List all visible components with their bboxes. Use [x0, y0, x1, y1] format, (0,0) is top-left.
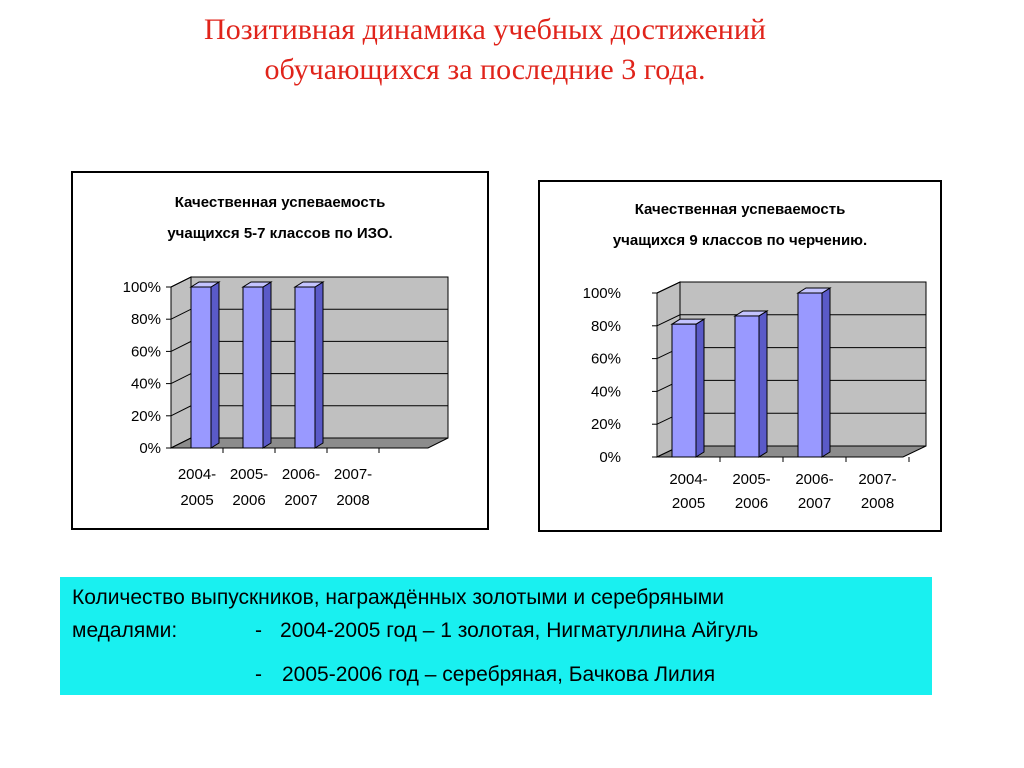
x-tick-label: 2007- [858, 471, 897, 488]
medals-info-box [60, 577, 932, 695]
y-tick-label: 0% [139, 440, 161, 457]
y-tick-label: 20% [590, 416, 621, 434]
bar-front [798, 293, 822, 457]
bar-front [295, 287, 315, 448]
bar [243, 282, 271, 448]
y-tick-label: 60% [590, 350, 621, 368]
slide-title-line-2: обучающихся за последние 3 года. [264, 53, 706, 86]
slide-title-line-1: Позитивная динамика учебных достижений [204, 13, 766, 46]
chart-title-line-2: учащихся 9 классов по черчению. [612, 232, 868, 249]
bar [295, 282, 323, 448]
bar-side [822, 288, 830, 457]
bar [798, 288, 830, 457]
bar-front [191, 287, 211, 448]
medals-heading: Количество выпускников, награждённых золотыми и серебряными [72, 586, 724, 609]
medals-item-2-dash: - [255, 663, 262, 686]
x-tick-label: 2008 [336, 492, 370, 509]
x-tick-label: 2004- [177, 466, 217, 483]
bar-side [696, 319, 704, 457]
bar-front [243, 287, 263, 448]
y-tick-label: 60% [130, 343, 161, 361]
bar [191, 282, 219, 448]
bar-side [315, 282, 323, 448]
x-tick-label: 2006 [232, 492, 266, 509]
x-tick-label: 2008 [860, 495, 895, 512]
medals-item-2-text: 2005-2006 год – серебряная, Бачкова Лилия [282, 663, 716, 686]
x-tick-label: 2007 [284, 492, 318, 509]
chart-art-quality [71, 171, 489, 530]
chart-plot [540, 182, 940, 530]
bar-front [672, 324, 696, 457]
x-tick-label: 2005 [671, 495, 706, 512]
y-tick-label: 100% [582, 285, 621, 302]
x-tick-label: 2005- [229, 466, 269, 483]
medals-item-1-text: 2004-2005 год – 1 золотая, Нигматуллина Айгуль [280, 619, 759, 642]
slide-title [0, 10, 970, 90]
bar [672, 319, 704, 457]
bar-side [263, 282, 271, 448]
chart-drafting-quality [538, 180, 942, 532]
x-tick-label: 2006- [795, 471, 834, 488]
y-tick-label: 40% [590, 383, 621, 401]
x-tick-label: 2007- [333, 466, 373, 483]
plot-side-wall [171, 277, 191, 448]
x-tick-label: 2004- [669, 471, 708, 488]
medals-label: медалями: [72, 619, 178, 642]
y-tick-label: 80% [590, 317, 621, 335]
chart-title-line-1: Качественная успеваемость [174, 194, 386, 211]
y-tick-label: 0% [599, 449, 621, 466]
bar-side [759, 311, 767, 457]
bar-front [735, 316, 759, 457]
chart-title-line-1: Качественная успеваемость [634, 201, 846, 218]
bar-side [211, 282, 219, 448]
x-tick-label: 2007 [797, 495, 832, 512]
medals-item-1-dash: - [255, 619, 262, 642]
x-tick-label: 2006- [281, 466, 321, 483]
x-tick-label: 2006 [734, 495, 769, 512]
y-tick-label: 80% [130, 311, 161, 329]
bar [735, 311, 767, 457]
x-tick-label: 2005 [180, 492, 214, 509]
chart-title-line-2: учащихся 5-7 классов по ИЗО. [167, 225, 393, 242]
y-tick-label: 40% [130, 375, 161, 393]
chart-plot [73, 173, 487, 528]
y-tick-label: 100% [122, 279, 161, 296]
y-tick-label: 20% [130, 407, 161, 425]
x-tick-label: 2005- [732, 471, 771, 488]
